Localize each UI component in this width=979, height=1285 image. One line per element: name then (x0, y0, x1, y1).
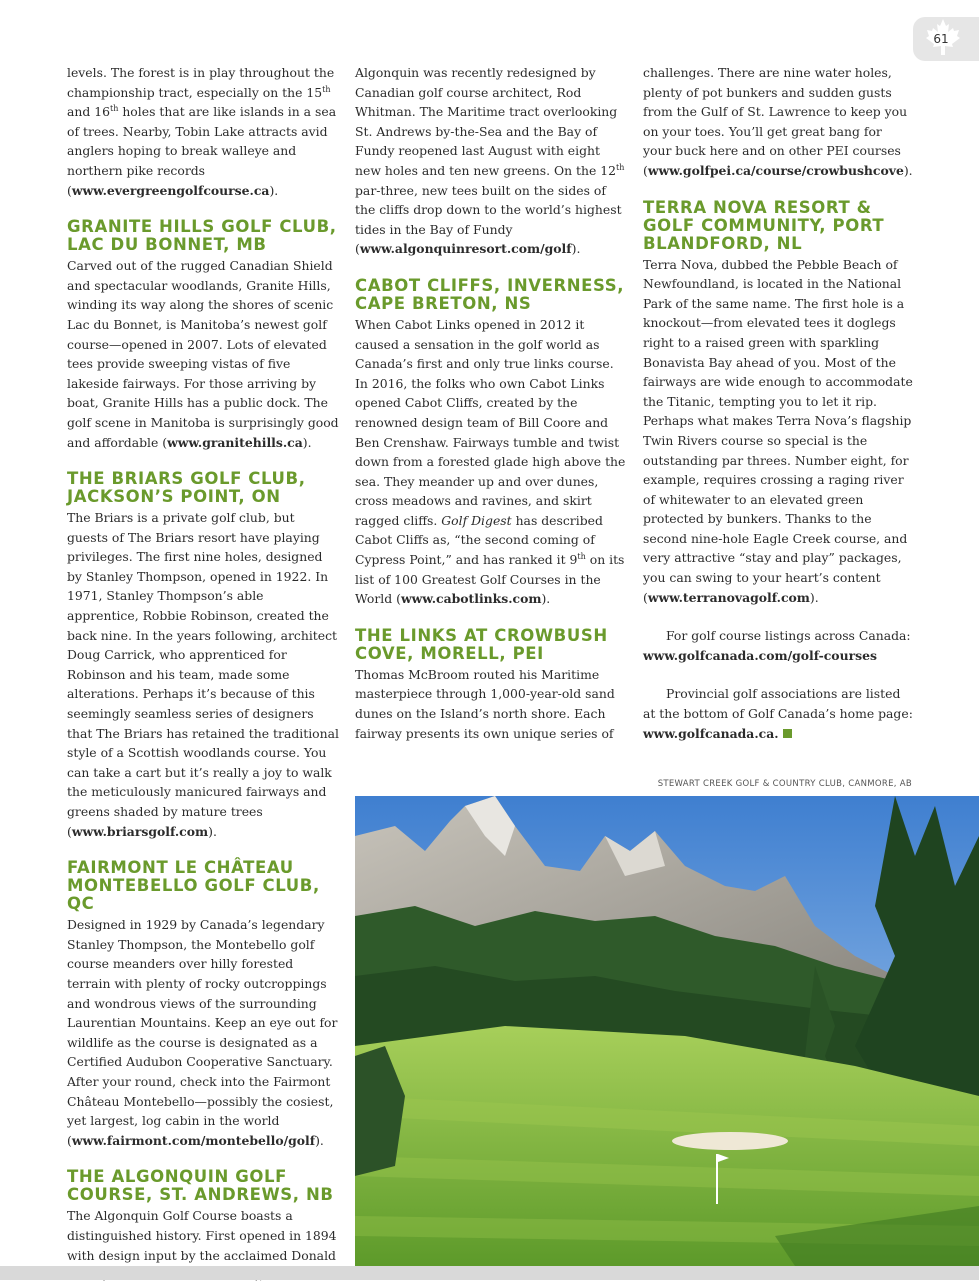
cabot-cliffs-heading: CABOT CLIFFS, INVERNESS, CAPE BRETON, NS (355, 275, 625, 313)
briars-link: www.briarsgolf.com (71, 823, 209, 839)
algonquin-continued-paragraph: Algonquin was recently redesigned by Canadian golf course architect, Rod Whitman. The Maritime tract overlooking St. Andrews by-the-Sea and the Bay of Fundy reopened last August with eight new holes and ten new greens. On the 12th par-three, new tees built on the sides of the cliffs drop down to the world’s highest tides in the Bay of Fundy (www.algonquinresort.com/golf). (355, 65, 625, 257)
bottom-bar (0, 1266, 979, 1280)
fairmont-link: www.fairmont.com/montebello/golf (71, 1132, 316, 1148)
golf-course-photo (355, 796, 979, 1266)
column-3 (643, 63, 913, 743)
page-number: 61 (933, 32, 949, 46)
granite-hills-heading: GRANITE HILLS GOLF CLUB, LAC DU BONNET, MB (67, 217, 337, 255)
page-number-tab (913, 17, 979, 61)
briars-heading: THE BRIARS GOLF CLUB, JACKSON’S POINT, ON (67, 469, 306, 507)
briars-paragraph: The Briars is a private golf club, but guests of The Briars resort have playing privileges. The first nine holes, designed by Stanley Thompson, opened in 1922. In 1971, Stanley Thompson’s able apprentice, Robbie Robinson, created the back nine. In the years following, architect Doug Carrick, who apprenticed for Robinson and his team, made some alterations. Perhaps it’s because of this seemingly seamless series of designers that The Briars has retained the traditional style of a Scottish woodlands course. You can take a cart but it’s really a joy to walk the meticulously manicured fairways and greens shaded by mature trees (www.briarsgolf.com). (67, 510, 339, 839)
terra-nova-heading: TERRA NOVA RESORT & GOLF COMMUNITY, PORT BLANDFORD, NL (643, 197, 885, 253)
golf-courses-link: www.golfcanada.com/golf-courses (643, 647, 877, 663)
fairmont-paragraph: Designed in 1929 by Canada’s legendary Stanley Thompson, the Montebello golf course meanders over hilly forested terrain with plenty of rocky outcroppings and wondrous views of the surrounding Laurentian Mountains. Keep an eye out for wildlife as the course is designated as a Certified Audubon Cooperative Sanctuary. After your round, check into the Fairmont Château Montebello—possibly the cosiest, yet largest, log cabin in the world (www.fairmont.com/montebello/golf). (67, 917, 338, 1148)
algonquin-link: www.algonquinresort.com/golf (359, 241, 572, 257)
crowbush-paragraph: Thomas McBroom routed his Maritime masterpiece through 1,000-year-old sand dunes on the Island’s north shore. Each fairway presents its own unique series of (355, 666, 615, 741)
granite-hills-paragraph: Carved out of the rugged Canadian Shield and spectacular woodlands, Granite Hills, winding its way along the shores of scenic Lac du Bonnet, is Manitoba’s newest golf course—opened in 2007. Lots of elevated tees provide sweeping vistas of five lakeside fairways. For those arriving by boat, Granite Hills has a public dock. The golf scene in Manitoba is surprisingly good and affordable (www.granitehills.ca). (67, 258, 339, 450)
photo-caption: STEWART CREEK GOLF & COUNTRY CLUB, CANMORE, AB (657, 779, 912, 789)
fairmont-heading: FAIRMONT LE CHÂTEAU MONTEBELLO GOLF CLUB, QC (67, 858, 320, 914)
granite-hills-link: www.granitehills.ca (167, 434, 303, 450)
column-1 (67, 63, 339, 1285)
crowbush-continued-paragraph: challenges. There are nine water holes, plenty of pot bunkers and sudden gusts from the Gulf of St. Lawrence to keep you on your toes. You’ll get great bang for your buck here and on other PEI courses (www.golfpei.ca/course/crowbushcove). (643, 65, 913, 178)
intro-paragraph: levels. The forest is in play throughout the championship tract, especially on the 15th and 16th holes that are like islands in a sea of trees. Nearby, Tobin Lake attracts avid anglers hoping to break walleye and northern pike records (www.evergreengolfcourse.ca). (67, 65, 337, 198)
golfpei-link: www.golfpei.ca/course/crowbushcove (647, 162, 904, 178)
golf-course-scene (355, 796, 979, 1266)
cabot-cliffs-paragraph: When Cabot Links opened in 2012 it caused a sensation in the golf world as Canada’s first and only true links course. In 2016, the folks who own Cabot Links opened Cabot Cliffs, created by the renowned design team of Bill Coore and Ben Crenshaw. Fairways tumble and twist down from a forested glade high above the sea. They meander up and over dunes, cross meadows and ravines, and skirt ragged cliffs. Golf Digest has described Cabot Cliffs as, “the second coming of Cypress Point,” and has ranked it 9th on its list of 100 Greatest Golf Courses in the World (www.cabotlinks.com). (355, 316, 626, 607)
associations-paragraph: Provincial golf associations are listed at the bottom of Golf Canada’s home page: www.golfcanada.ca. (643, 686, 913, 741)
algonquin-heading: THE ALGONQUIN GOLF COURSE, ST. ANDREWS, NB (67, 1167, 334, 1205)
terra-nova-paragraph: Terra Nova, dubbed the Pebble Beach of Newfoundland, is located in the National Park of the same name. The first hole is a knockout—from elevated tees it doglegs right to a raised green with sparkling Bonavista Bay ahead of you. Most of the fairways are wide enough to accommodate the Titanic, tempting you to let it rip. Perhaps what makes Terra Nova’s flagship Twin Rivers course so special is the outstanding par threes. Number eight, for example, requires crossing a raging river of whitewater to an elevated green protected by bunkers. Thanks to the second nine-hole Eagle Creek course, and very attractive “stay and play” packages, you can swing to your heart’s content (www.terranovagolf.com). (643, 256, 913, 605)
crowbush-heading: THE LINKS AT CROWBUSH COVE, MORELL, PEI (355, 625, 608, 663)
golf-canada-link: www.golfcanada.ca. (643, 725, 779, 741)
cabot-link: www.cabotlinks.com (400, 591, 542, 607)
evergreen-link: www.evergreengolfcourse.ca (71, 182, 270, 198)
end-mark-icon (783, 729, 792, 738)
listings-paragraph: For golf course listings across Canada: www.golfcanada.com/golf-courses (643, 628, 911, 663)
algonquin-paragraph: The Algonquin Golf Course boasts a distinguished history. First opened in 1894 with design input by the acclaimed Donald (67, 1208, 337, 1263)
column-2 (355, 63, 627, 743)
terra-nova-link: www.terranovagolf.com (647, 589, 810, 605)
